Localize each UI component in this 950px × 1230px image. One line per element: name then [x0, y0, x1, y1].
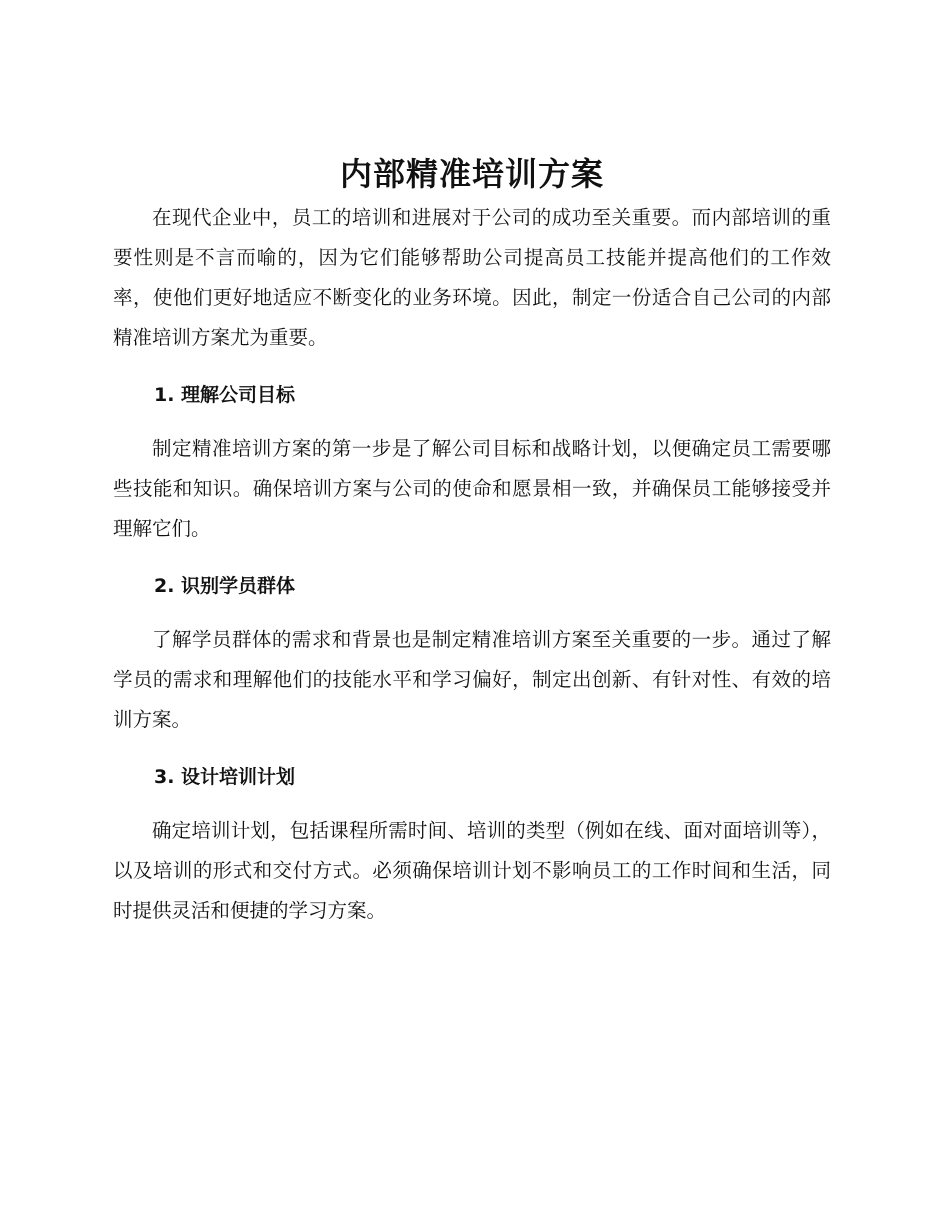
section-heading: 3. 设计培训计划 [154, 766, 296, 788]
intro-paragraph: 在现代企业中，员工的培训和进展对于公司的成功至关重要。而内部培训的重要性则是不言而喻的，因为它们能够帮助公司提高员工技能并提高他们的工作效率，使他们更好地适应不断变化的业务环境。因此，制定一份适合自己公司的内部精准培训方案尤为重要。 [113, 206, 831, 349]
document-page [113, 150, 831, 931]
document-title: 内部精准培训方案 [339, 155, 604, 193]
section-heading: 1. 理解公司目标 [154, 384, 296, 406]
section-paragraph: 确定培训计划，包括课程所需时间、培训的类型（例如在线、面对面培训等），以及培训的形式和交付方式。必须确保培训计划不影响员工的工作时间和生活，同时提供灵活和便捷的学习方案。 [113, 819, 831, 922]
section-3 [113, 757, 831, 931]
section-heading: 2. 识别学员群体 [154, 575, 296, 597]
section-paragraph: 制定精准培训方案的第一步是了解公司目标和战略计划，以便确定员工需要哪些技能和知识。确保培训方案与公司的使命和愿景相一致，并确保员工能够接受并理解它们。 [113, 437, 831, 540]
section-1 [113, 375, 831, 549]
section-2 [113, 566, 831, 740]
section-paragraph: 了解学员群体的需求和背景也是制定精准培训方案至关重要的一步。通过了解学员的需求和理解他们的技能水平和学习偏好，制定出创新、有针对性、有效的培训方案。 [113, 628, 831, 731]
